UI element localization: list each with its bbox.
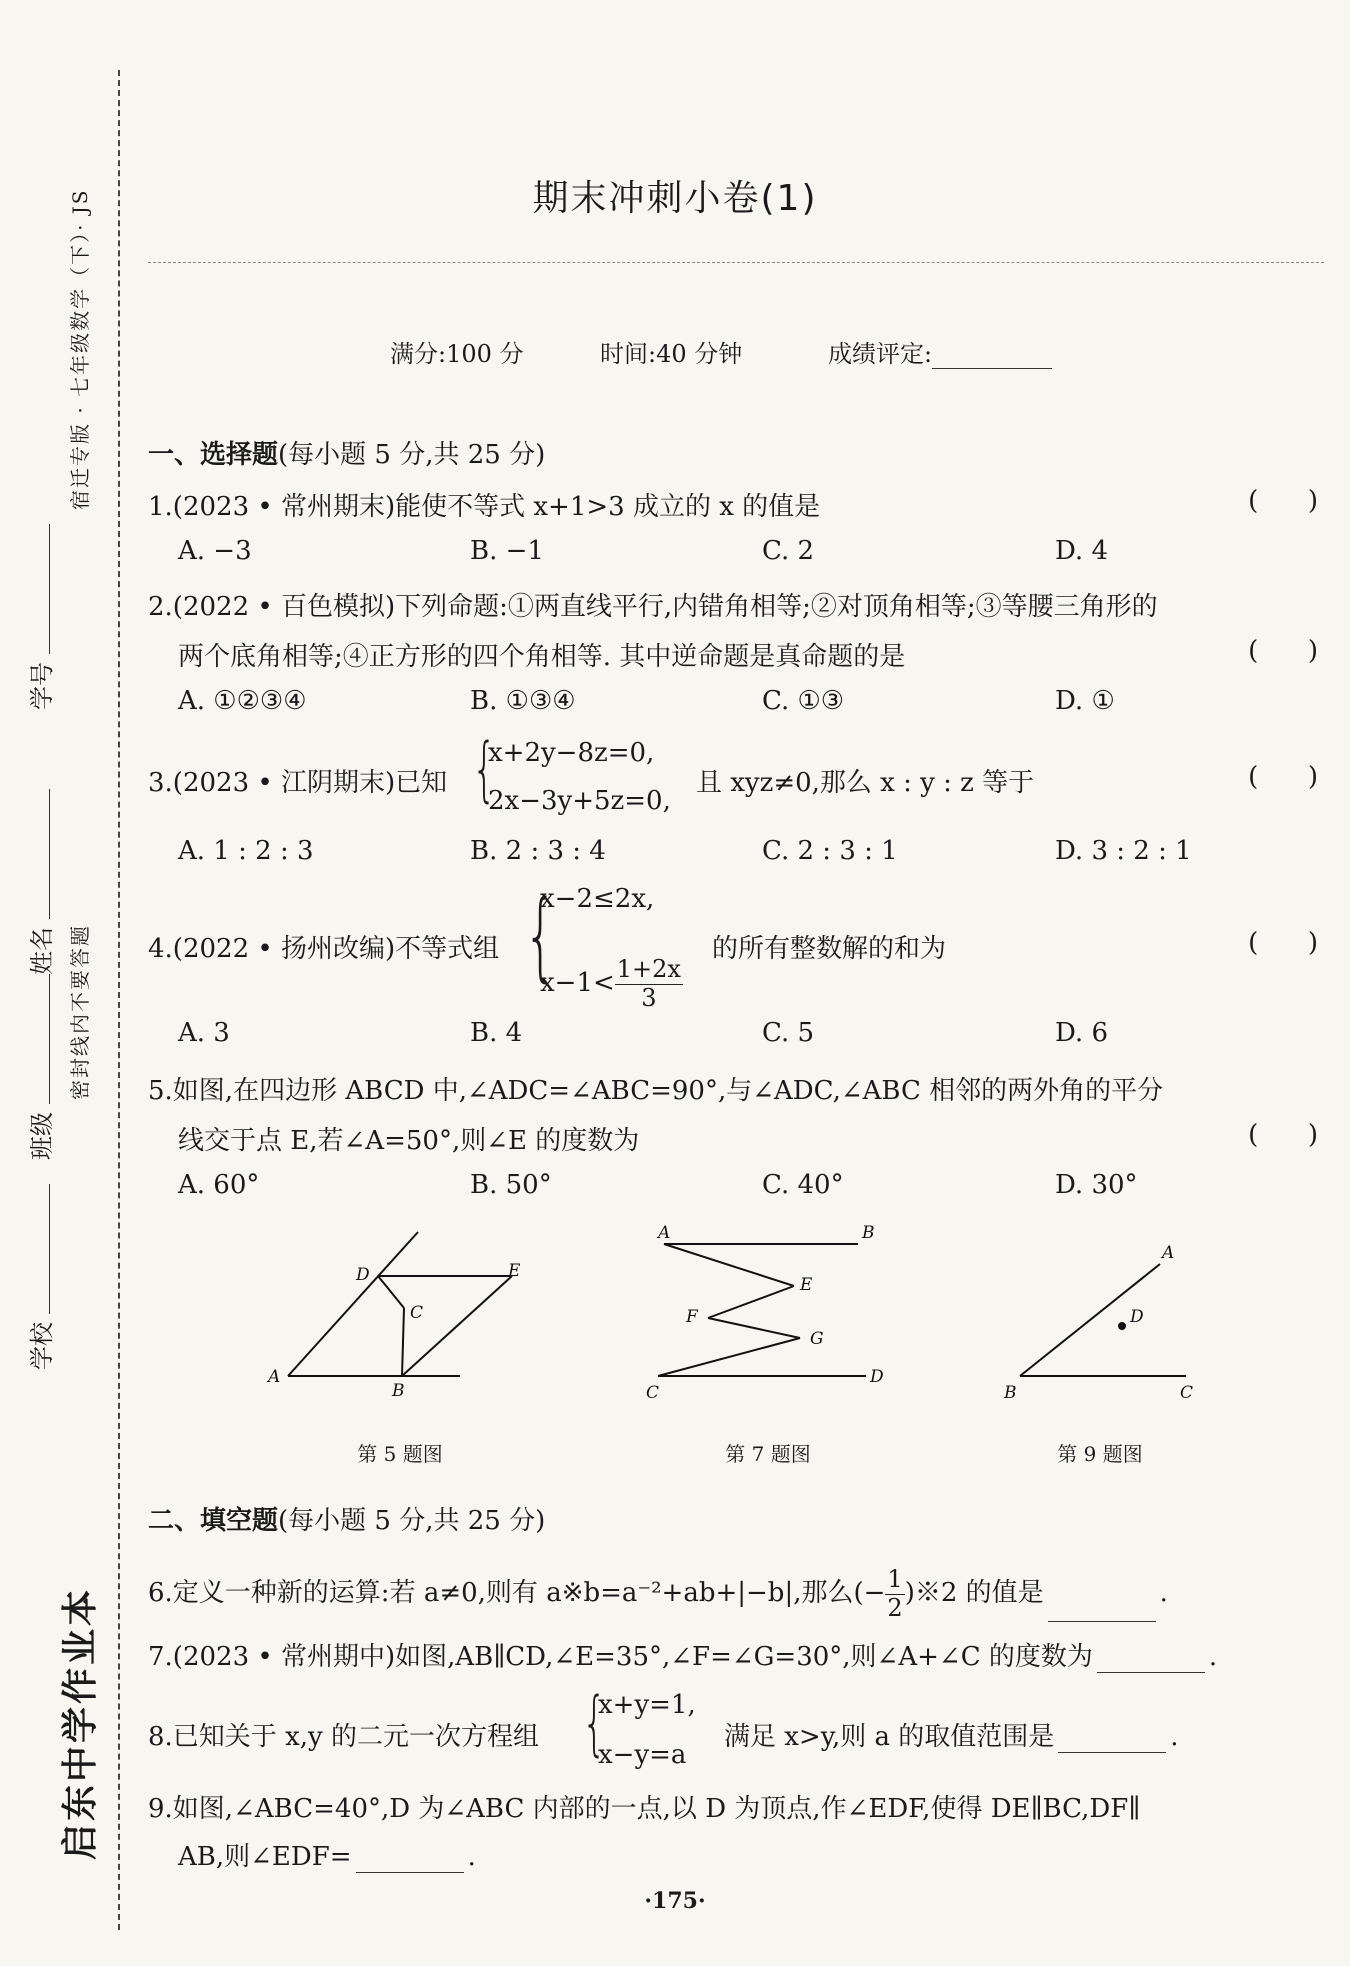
- q3-answer-paren: ( ): [1248, 762, 1318, 792]
- q2-option-c: C. ①③: [762, 686, 845, 716]
- fig5-label-a: A: [268, 1367, 281, 1387]
- q5-answer-paren: ( ): [1248, 1120, 1318, 1150]
- q8-equation-1: x+y=1,: [598, 1690, 696, 1720]
- q4-option-c: C. 5: [762, 1018, 815, 1048]
- q4-suffix: 的所有整数解的和为: [712, 934, 947, 964]
- q4-system-brace: {: [523, 880, 558, 992]
- q3-prefix: 3.(2023 • 江阴期末)已知: [148, 768, 448, 798]
- fig7-label-g: G: [810, 1329, 824, 1349]
- student-id-label: 学号: [28, 662, 56, 710]
- q9-answer-blank: [356, 1848, 464, 1873]
- q8-system-brace: {: [582, 1682, 607, 1764]
- q7-text: 7.(2023 • 常州期中)如图,AB∥CD,∠E=35°,∠F=∠G=30°,则∠A+∠C 的度数为: [148, 1642, 1093, 1672]
- q5-option-a: A. 60°: [178, 1170, 260, 1200]
- q4-fraction-denominator: 3: [641, 983, 657, 1012]
- q7-stem: [148, 1636, 1217, 1673]
- series-label: 宿迁专版 · 七年级数学（下）· JS: [68, 188, 92, 510]
- class-label: 班级: [28, 1112, 56, 1160]
- student-name-blank: [48, 789, 50, 919]
- q4-inequality-2-left: x−1<: [540, 968, 615, 999]
- q4-prefix: 4.(2022 • 扬州改编)不等式组: [148, 934, 500, 964]
- q1-option-b: B. −1: [470, 536, 544, 566]
- figure-7-caption: 第 7 题图: [725, 1442, 811, 1466]
- q1-option-d: D. 4: [1055, 536, 1108, 566]
- fig9-label-b: B: [1004, 1383, 1017, 1403]
- q6-prefix: 6.定义一种新的运算:若 a≠0,则有 a※b=a⁻²+ab+|−b|,那么: [148, 1578, 854, 1609]
- q3-suffix: 且 xyz≠0,那么 x : y : z 等于: [696, 768, 1035, 798]
- q3-system-brace: {: [472, 728, 497, 810]
- q6-fraction-denominator: 2: [887, 1593, 903, 1622]
- figure-5-caption: 第 5 题图: [357, 1442, 443, 1466]
- q6-fraction: [885, 1566, 904, 1622]
- q6-frac-open: (−: [853, 1578, 886, 1609]
- fig5-label-c: C: [410, 1303, 424, 1323]
- q6-answer-blank: [1048, 1597, 1156, 1622]
- fig7-label-a: A: [658, 1223, 671, 1243]
- fig5-label-d: D: [356, 1265, 370, 1285]
- student-id-blank: [48, 524, 50, 654]
- q6-frac-close: )※2 的值是: [904, 1578, 1044, 1609]
- grade-label: 成绩评定:: [828, 340, 933, 368]
- q8-suffix-line: [724, 1716, 1179, 1753]
- student-id-field: [22, 524, 57, 710]
- fig7-label-e: E: [800, 1275, 813, 1295]
- section-1-note: (每小题 5 分,共 25 分): [278, 440, 546, 470]
- fig7-label-b: B: [862, 1223, 875, 1243]
- q3-option-c: C. 2 : 3 : 1: [762, 836, 898, 866]
- q2-option-d: D. ①: [1055, 686, 1115, 716]
- q5-option-b: B. 50°: [470, 1170, 552, 1200]
- figure-7: [640, 1220, 900, 1410]
- student-name-label: 姓名: [28, 927, 56, 975]
- q4-inequality-2: [540, 956, 683, 1012]
- q9-stem-line1: 9.如图,∠ABC=40°,D 为∠ABC 内部的一点,以 D 为顶点,作∠EDF,使得 DE∥BC,DF∥: [148, 1794, 1141, 1824]
- q5-stem-line2: 线交于点 E,若∠A=50°,则∠E 的度数为: [178, 1126, 640, 1156]
- fig5-label-b: B: [392, 1381, 405, 1401]
- fig9-point-d: [1118, 1322, 1126, 1330]
- fig9-label-d: D: [1130, 1307, 1144, 1327]
- school-field: [22, 1184, 57, 1370]
- grade-field: [828, 334, 1052, 369]
- q3-option-a: A. 1 : 2 : 3: [178, 836, 314, 866]
- section-2-title: 二、填空题: [148, 1506, 279, 1536]
- class-field: [22, 974, 57, 1160]
- q4-fraction: [615, 956, 683, 1012]
- q5-option-c: C. 40°: [762, 1170, 844, 1200]
- q5-option-d: D. 30°: [1055, 1170, 1138, 1200]
- figure-9: [990, 1230, 1230, 1410]
- section-1-title: 一、选择题: [148, 440, 279, 470]
- q2-stem-line2: 两个底角相等;④正方形的四个角相等. 其中逆命题是真命题的是: [178, 642, 906, 672]
- q6-end: .: [1159, 1578, 1168, 1609]
- q1-option-c: C. 2: [762, 536, 815, 566]
- q6-stem: [148, 1566, 1168, 1622]
- grade-blank: [932, 346, 1052, 369]
- q4-answer-paren: ( ): [1248, 928, 1318, 958]
- school-blank: [48, 1184, 50, 1314]
- q5-stem-line1: 5.如图,在四边形 ABCD 中,∠ADC=∠ABC=90°,与∠ADC,∠ABC 相邻的两外角的平分: [148, 1076, 1164, 1106]
- q1-option-a: A. −3: [178, 536, 252, 566]
- q3-equation-2: 2x−3y+5z=0,: [488, 786, 671, 816]
- fig5-label-e: E: [508, 1261, 521, 1281]
- q2-answer-paren: ( ): [1248, 636, 1318, 666]
- section-2-heading: [148, 1500, 545, 1537]
- q4-option-a: A. 3: [178, 1018, 230, 1048]
- page-title: 期末冲刺小卷(1): [532, 178, 818, 219]
- seal-line: [118, 70, 120, 1930]
- student-name-field: [22, 789, 57, 975]
- figure-9-caption: 第 9 题图: [1057, 1442, 1143, 1466]
- q3-equation-1: x+2y−8z=0,: [488, 738, 655, 768]
- fig7-label-f: F: [686, 1307, 698, 1327]
- q9-end: .: [467, 1842, 476, 1872]
- q4-option-d: D. 6: [1055, 1018, 1108, 1048]
- q1-answer-paren: ( ): [1248, 486, 1318, 516]
- class-blank: [48, 974, 50, 1104]
- q3-option-b: B. 2 : 3 : 4: [470, 836, 606, 866]
- q8-answer-blank: [1058, 1728, 1166, 1753]
- q4-inequality-1: x−2≤2x,: [540, 884, 655, 914]
- q4-option-b: B. 4: [470, 1018, 523, 1048]
- q1-stem: 1.(2023 • 常州期末)能使不等式 x+1>3 成立的 x 的值是: [148, 492, 821, 522]
- page-number: ·175·: [644, 1888, 706, 1914]
- brand-label: 启东中学作业本: [59, 1586, 101, 1860]
- q9-stem-line2: [178, 1836, 476, 1873]
- q2-option-b: B. ①③④: [470, 686, 576, 716]
- fig7-label-d: D: [870, 1367, 884, 1387]
- q2-option-a: A. ①②③④: [178, 686, 307, 716]
- section-2-note: (每小题 5 分,共 25 分): [278, 1506, 546, 1536]
- q3-option-d: D. 3 : 2 : 1: [1055, 836, 1192, 866]
- fig9-label-c: C: [1180, 1383, 1194, 1403]
- q9-line2: AB,则∠EDF=: [178, 1842, 352, 1872]
- q7-end: .: [1208, 1642, 1218, 1672]
- q8-equation-2: x−y=a: [598, 1740, 687, 1770]
- q4-fraction-numerator: 1+2x: [616, 955, 681, 983]
- q6-fraction-numerator: 1: [887, 1565, 903, 1593]
- q7-answer-blank: [1097, 1648, 1205, 1673]
- time-limit: 时间:40 分钟: [600, 340, 743, 368]
- figure-5: [260, 1220, 521, 1410]
- q8-end: .: [1170, 1722, 1179, 1752]
- seal-note: 密封线内不要答题: [68, 924, 92, 1100]
- title-divider: [148, 262, 1324, 263]
- school-label: 学校: [28, 1322, 56, 1370]
- q8-prefix: 8.已知关于 x,y 的二元一次方程组: [148, 1722, 539, 1752]
- q2-stem-line1: 2.(2022 • 百色模拟)下列命题:①两直线平行,内错角相等;②对顶角相等;③等腰三角形的: [148, 592, 1158, 622]
- section-1-heading: [148, 434, 545, 471]
- fig9-label-a: A: [1162, 1243, 1175, 1263]
- q8-suffix: 满足 x>y,则 a 的取值范围是: [724, 1722, 1055, 1752]
- fig7-label-c: C: [646, 1383, 660, 1403]
- full-score: 满分:100 分: [390, 340, 524, 368]
